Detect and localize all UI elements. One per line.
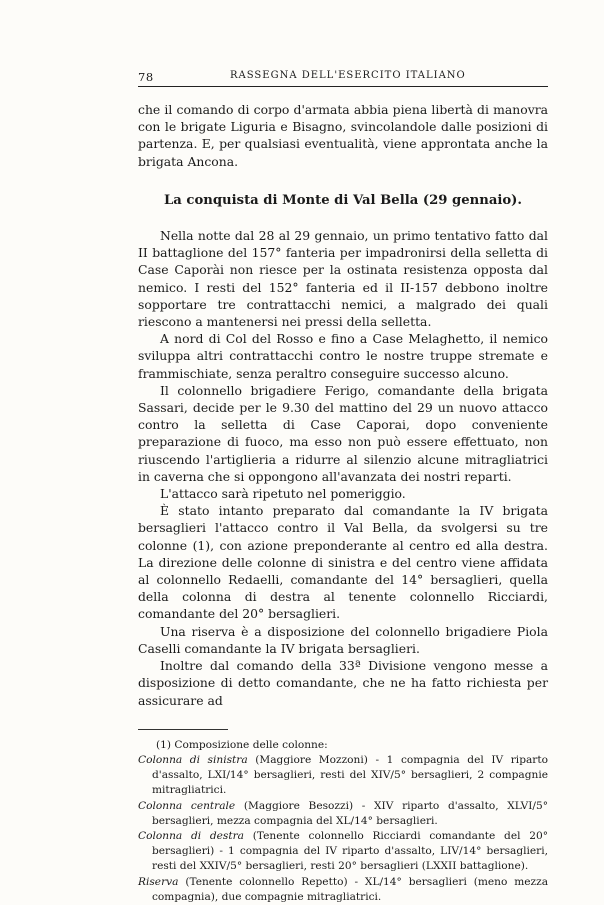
- footnote-entry: [138, 753, 548, 799]
- footnote-label: Colonna di sinistra: [138, 753, 248, 766]
- book-page: [138, 64, 548, 905]
- footnote-text: (Tenente colonnello Ricciardi comandante del 20° bersaglieri) - 1 compagnia del IV riparto d'assalto, LIV/14° bersaglieri, resti del XXIV/5° bersaglieri, resti 20° bersaglieri (LXXII battaglione).: [152, 829, 548, 873]
- paragraph: È stato intanto preparato dal comandante la IV brigata bersaglieri l'attacco contro il Val Bella, da svolgersi su tre colonne (1), con azione preponderante al centro ed alla destra. La direzione delle colonne di sinistra e del centro viene affidata al colonnello Redaelli, comandante del 14° bersaglieri, quella della colonna di destra al tenente colonnello Ricciardi, comandante del 20° bersaglieri.: [138, 503, 548, 622]
- footnote-text: (Tenente colonnello Repetto) - XL/14° bersaglieri (meno mezza compagnia), due compagnie mitragliatrici.: [152, 875, 549, 903]
- running-title: RASSEGNA DELL'ESERCITO ITALIANO: [230, 70, 466, 81]
- footnote-label: Riserva: [138, 875, 179, 888]
- footnote-heading: (1) Composizione delle colonne:: [156, 738, 328, 751]
- paragraph: L'attacco sarà ripetuto nel pomeriggio.: [160, 486, 406, 502]
- section-heading: La conquista di Monte di Val Bella (29 gennaio).: [164, 192, 522, 208]
- paragraph: Nella notte dal 28 al 29 gennaio, un primo tentativo fatto dal II battaglione del 157° fanteria per impadronirsi della selletta di Case Caporài non riesce per la ostinata resistenza opposta dal nemico. I resti del 152° fanteria ed il II-157 debbono inoltre sopportare tre contrattacchi nemici, a malgrado dei quali riescono a mantenersi nei pressi della selletta.: [138, 228, 548, 330]
- footnote-divider: [138, 729, 228, 730]
- footnote-entry: [138, 829, 548, 875]
- footnote-text: (Maggiore Besozzi) - XIV riparto d'assalto, XLVI/5° bersaglieri, mezza compagnia del XL/14° bersaglieri.: [152, 799, 549, 827]
- paragraph: Il colonnello brigadiere Ferigo, comandante della brigata Sassari, decide per le 9.30 del mattino del 29 un nuovo attacco contro la selletta di Case Caporai, dopo conveniente preparazione di fuoco, ma esso non può essere effettuato, non riuscendo l'artiglieria a ridurre al silenzio alcune mitragliatrici in caverna che si oppongono all'avanzata dei nostri reparti.: [138, 382, 548, 484]
- footnotes: [138, 738, 548, 905]
- footnote-entry: [138, 799, 548, 829]
- running-header: [138, 64, 548, 87]
- paragraph: Inoltre dal comando della 33ª Divisione vengono messe a disposizione di detto comandante, che ne ha fatto richiesta per assicurare ad: [138, 658, 548, 708]
- page-number: 78: [138, 70, 154, 84]
- paragraph: Una riserva è a disposizione del colonnello brigadiere Piola Caselli comandante la IV brigata bersaglieri.: [138, 623, 548, 656]
- paragraph: A nord di Col del Rosso e fino a Case Melaghetto, il nemico sviluppa altri contrattacchi contro le nostre truppe stremate e frammischiate, senza peraltro conseguire successo alcuno.: [138, 331, 548, 381]
- intro-paragraph: che il comando di corpo d'armata abbia piena libertà di manovra con le brigate Liguria e Bisagno, svincolandole dalle posizioni di partenza. E, per qualsiasi eventualità, viene approntata anche la brigata Ancona.: [138, 102, 548, 169]
- footnote-entry: [138, 875, 548, 905]
- footnote-text: (Maggiore Mozzoni) - 1 compagnia del IV riparto d'assalto, LXI/14° bersaglieri, resti del XIV/5° bersaglieri, 2 compagnie mitragliatrici.: [152, 753, 548, 797]
- footnote-label: Colonna di destra: [138, 829, 244, 842]
- footnote-label: Colonna centrale: [138, 799, 236, 812]
- main-text: [138, 101, 548, 709]
